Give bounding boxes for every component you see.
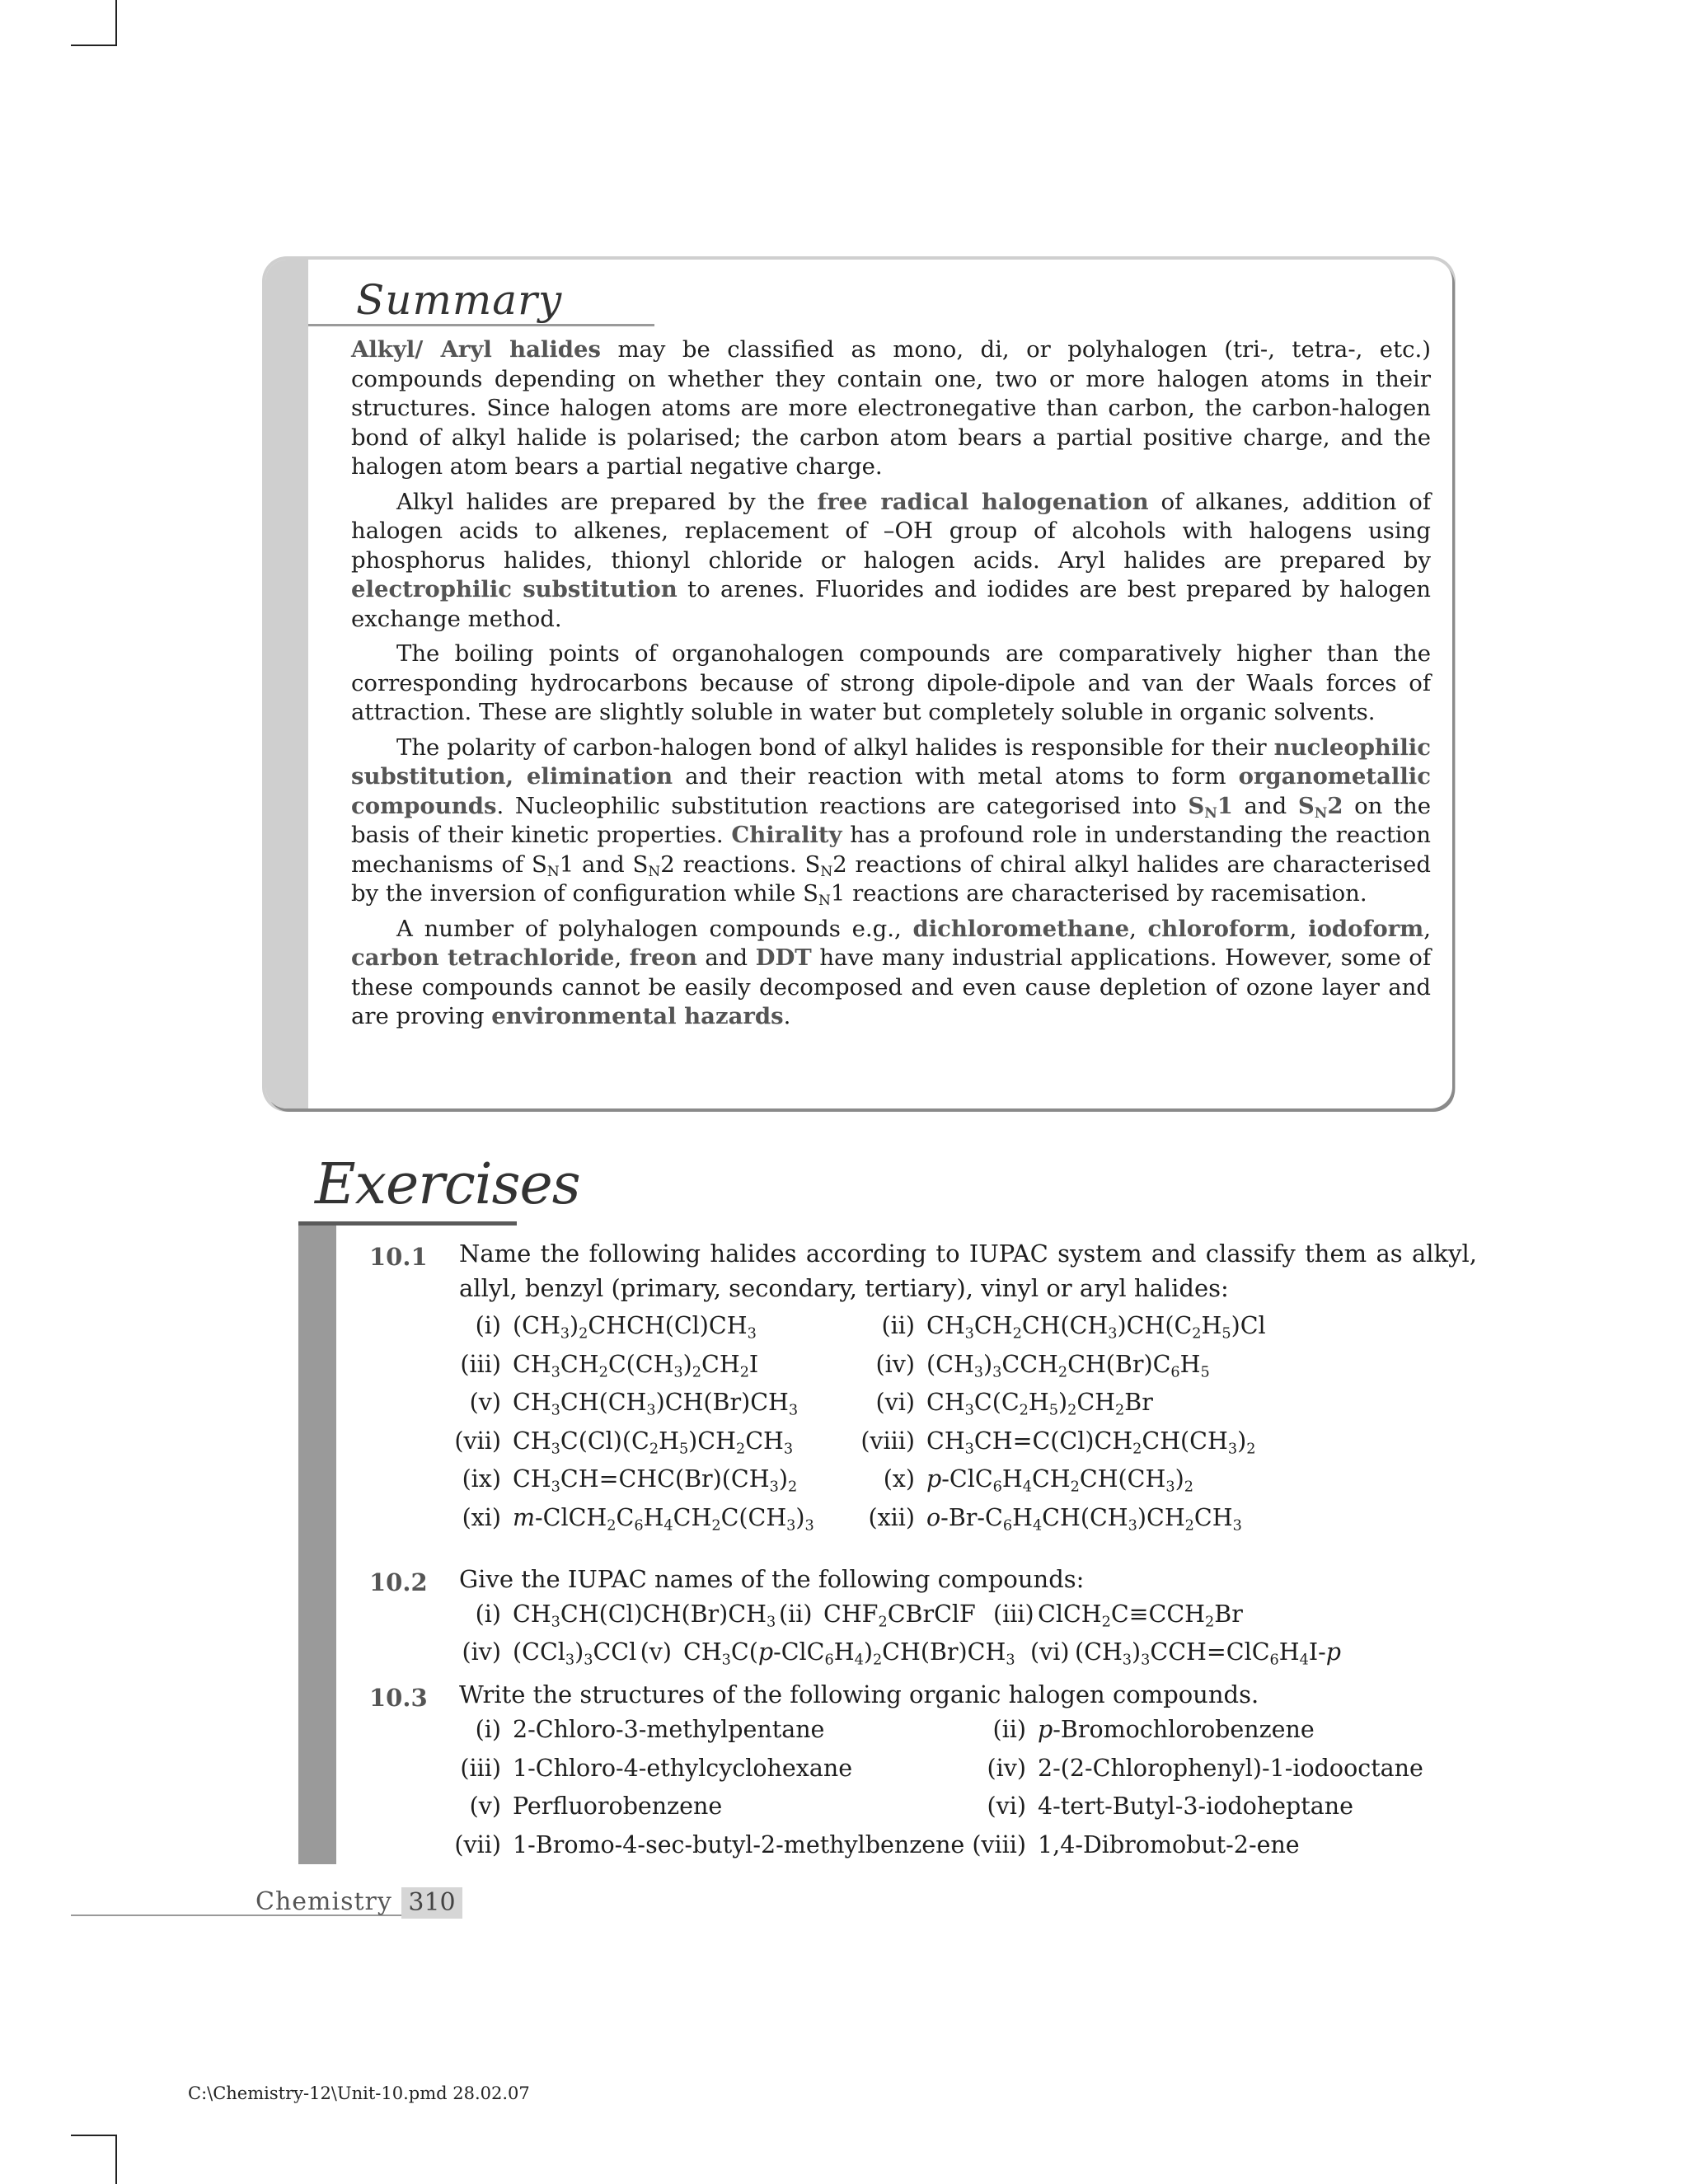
summary-paragraph-3: The boiling points of organohalogen compounds are comparatively higher than the corresponding hydrocarbons because of strong dipole-dipole and van der Waals forces of attraction. These are slightly soluble in water but completely soluble in organic solvents. <box>351 640 1431 725</box>
text: A number of polyhalogen compounds e.g., <box>396 915 913 942</box>
item-label: (ii) <box>992 1716 1026 1743</box>
exercise-item <box>1030 1638 1341 1669</box>
exercise-item <box>437 1755 852 1782</box>
summary-title-rule <box>308 324 654 326</box>
text: 1 and S <box>559 851 649 878</box>
exercise-item <box>437 1793 722 1820</box>
text: have many industrial applications. However, some of these compounds cannot be easily decomposed and even cause depletion of ozone layer and are proving <box>351 944 1432 1029</box>
exercise-item <box>845 1427 1255 1455</box>
term-chloroform: chloroform <box>1147 915 1290 942</box>
item-formula: Perfluorobenzene <box>513 1793 723 1820</box>
text: . Nucleophilic substitution reactions are categorised into <box>496 792 1189 819</box>
text: S <box>1188 792 1205 819</box>
item-formula: $CH_3CH=CHC(Br)(CH_3)_2$ <box>513 1465 798 1496</box>
item-label: (xii) <box>868 1503 915 1531</box>
item-label: (v) <box>640 1638 672 1666</box>
item-formula: $CH_3C(p-ClC_6H_4)_2CH(Br)CH_3$ <box>683 1638 1015 1669</box>
term-ddt: DDT <box>755 944 812 971</box>
text: and their reaction with metal atoms to form <box>673 763 1239 790</box>
term-iodoform: iodoform <box>1308 915 1424 942</box>
exercise-item <box>437 1351 758 1378</box>
item-label: (vi) <box>875 1389 915 1416</box>
subscript: N <box>546 863 560 880</box>
item-formula: $m-ClCH_2C_6H_4CH_2C(CH_3)_3$ <box>513 1503 814 1534</box>
crop-mark <box>71 45 117 46</box>
exercise-item <box>952 1716 1315 1743</box>
exercise-item <box>639 1638 1015 1669</box>
item-label: (iv) <box>987 1754 1026 1782</box>
item-label: (ix) <box>462 1465 501 1493</box>
item-formula: $p-ClC_6H_4CH_2CH(CH_3)_2$ <box>926 1465 1193 1496</box>
item-formula: 4-tert-Butyl-3-iodoheptane <box>1038 1793 1353 1820</box>
exercise-item <box>845 1351 1210 1378</box>
item-formula: 2-(2-Chlorophenyl)-1-iodooctane <box>1038 1754 1423 1782</box>
term-electrophilic-substitution: electrophilic substitution <box>351 576 678 602</box>
term-nucleophilic-substitution: nucleophilic substitution, elimination <box>351 733 1431 790</box>
item-label: (ii) <box>881 1312 915 1339</box>
item-label: (xi) <box>462 1503 501 1531</box>
term-organometallic-compounds: organometallic compounds <box>351 763 1431 819</box>
question-number: 10.3 <box>369 1684 428 1712</box>
question-text: Name the following halides according to IUPAC system and classify them as alkyl, allyl, benzyl (primary, secondary, tertiary), vinyl or aryl halides: <box>459 1240 1477 1302</box>
file-info: C:\Chemistry-12\Unit-10.pmd 28.02.07 <box>188 2083 530 2103</box>
summary-paragraph-4 <box>351 733 1431 909</box>
exercise-item <box>952 1793 1353 1820</box>
item-label: (i) <box>475 1312 501 1339</box>
term-sn2 <box>1297 792 1343 822</box>
text: S <box>1297 792 1315 819</box>
exercise-item <box>845 1312 1266 1343</box>
subscript: N <box>1314 804 1328 822</box>
summary-paragraph-2 <box>351 488 1431 635</box>
item-label: (vii) <box>454 1427 501 1455</box>
item-label: (v) <box>469 1389 501 1416</box>
item-label: (iii) <box>993 1601 1034 1628</box>
text: of alkanes, addition of halogen acids to alkenes, replacement of –OH group of alcohols with halogens using phosphorus halides, thionyl chloride or halogen acids. Aryl halides are prepared by <box>351 488 1432 574</box>
exercise-item <box>437 1831 964 1858</box>
exercise-item <box>437 1601 776 1631</box>
item-formula: $(CH_3)_2CHCH(Cl)CH_3$ <box>513 1312 757 1343</box>
exercise-item <box>952 1755 1423 1782</box>
term-free-radical-halogenation: free radical halogenation <box>817 488 1149 515</box>
text: and <box>1232 792 1298 819</box>
item-formula: 2-Chloro-3-methylpentane <box>513 1716 825 1743</box>
item-label: (x) <box>883 1465 915 1493</box>
footer-subject: Chemistry <box>256 1887 392 1916</box>
item-formula: $(CH_3)_3CCH=ClC_6H_4I-p$ <box>1075 1638 1341 1669</box>
item-label: (vii) <box>454 1830 501 1858</box>
summary-stripe <box>265 260 308 1108</box>
item-formula: $CH_3CH_2CH(CH_3)CH(C_2H_5)Cl$ <box>926 1312 1266 1343</box>
term-alkyl-aryl-halides: Alkyl/ Aryl halides <box>351 336 602 363</box>
exercises-title: Exercises <box>315 1152 580 1217</box>
item-label: (iii) <box>460 1754 501 1782</box>
exercise-item <box>779 1601 976 1631</box>
subscript: N <box>820 863 833 880</box>
crop-mark <box>115 2135 117 2184</box>
text: 1 reactions are characterised by racemisation. <box>830 880 1367 907</box>
exercise-item <box>993 1601 1243 1631</box>
item-formula: $CH_3CH(CH_3)CH(Br)CH_3$ <box>513 1389 799 1419</box>
item-formula: $(CCl_3)_3CCl$ <box>513 1638 637 1669</box>
item-label: (viii) <box>972 1830 1026 1858</box>
item-formula: $CH_3C(C_2H_5)_2CH_2Br$ <box>926 1389 1153 1419</box>
text: , <box>614 944 630 971</box>
question-number: 10.2 <box>369 1568 428 1596</box>
subscript: N <box>818 893 831 910</box>
item-label: (vi) <box>1030 1638 1070 1666</box>
text: may be classified as mono, di, or polyhalogen (tri-, tetra-, etc.) compounds depending on whether they contain one, two or more halogen atoms in their structures. Since halogen atoms are more electronegative than carbon, the carbon-halogen bond of alkyl halide is polarised; the carbon atom bears a partial positive charge, and the halogen atom bears a partial negative charge. <box>351 336 1431 480</box>
exercise-item <box>952 1831 1300 1858</box>
item-formula: $CH_3CH_2C(CH_3)_2CH_2I$ <box>513 1350 759 1380</box>
item-formula: $CH_3CH(Cl)CH(Br)CH_3$ <box>513 1601 776 1631</box>
summary-title: Summary <box>356 276 563 324</box>
item-formula: $CH_3CH=C(Cl)CH_2CH(CH_3)_2$ <box>926 1427 1256 1457</box>
summary-paragraph-5 <box>351 915 1431 1032</box>
question-number: 10.1 <box>369 1243 428 1271</box>
text: , <box>1289 915 1309 942</box>
item-label: (ii) <box>779 1601 813 1628</box>
exercise-item <box>845 1465 1193 1496</box>
summary-paragraph-1 <box>351 335 1431 482</box>
exercise-item <box>437 1427 793 1455</box>
text: on the basis of their kinetic properties. <box>351 792 1431 848</box>
item-formula: $ClCH_2C\equiv CCH_2Br$ <box>1038 1601 1243 1631</box>
exercise-item <box>437 1312 757 1343</box>
exercise-item <box>437 1638 637 1669</box>
exercise-item <box>437 1716 824 1743</box>
text: , <box>1423 915 1432 942</box>
text: 2 <box>1327 792 1343 819</box>
exercise-item <box>437 1389 799 1419</box>
item-label: (vi) <box>987 1793 1026 1820</box>
item-formula: $o-Br-C_6H_4CH(CH_3)CH_2CH_3$ <box>926 1503 1242 1534</box>
item-label: (iii) <box>460 1350 501 1378</box>
text: , <box>1129 915 1148 942</box>
exercise-item <box>845 1389 1153 1419</box>
text: Alkyl halides are prepared by the <box>396 488 818 515</box>
item-label: (iv) <box>875 1350 915 1378</box>
text: The polarity of carbon-halogen bond of alkyl halides is responsible for their <box>396 733 1274 761</box>
text: 2 reactions of chiral alkyl halides are characterised by the inversion of configuration while S <box>351 851 1431 907</box>
exercise-item <box>437 1503 814 1534</box>
summary-body <box>351 335 1431 1038</box>
term-sn1 <box>1188 792 1233 822</box>
text: . <box>783 1003 791 1029</box>
subscript: N <box>648 863 661 880</box>
item-formula: $(CH_3)_3CCH_2CH(Br)C_6H_5$ <box>926 1350 1210 1380</box>
exercises-side-bar <box>298 1226 336 1864</box>
summary-box <box>265 260 1452 1108</box>
item-label: (v) <box>469 1793 501 1820</box>
item-formula: $CH_3C(Cl)(C_2H_5)CH_2CH_3$ <box>513 1427 794 1457</box>
text: 1 <box>1217 792 1233 819</box>
text: 2 reactions. S <box>660 851 821 878</box>
item-formula: p-Bromochlorobenzene <box>1038 1716 1315 1743</box>
item-label: (i) <box>475 1716 501 1743</box>
crop-mark <box>115 0 117 46</box>
term-chirality: Chirality <box>731 822 842 848</box>
item-label: (i) <box>475 1601 501 1628</box>
text: to arenes. Fluorides and iodides are best prepared by halogen exchange method. <box>351 576 1431 632</box>
item-formula: 1-Chloro-4-ethylcyclohexane <box>513 1754 853 1782</box>
item-formula: 1-Bromo-4-sec-butyl-2-methylbenzene <box>513 1830 965 1858</box>
term-environmental-hazards: environmental hazards <box>491 1003 784 1029</box>
item-label: (viii) <box>860 1427 915 1455</box>
crop-mark <box>71 2135 117 2136</box>
term-dichloromethane: dichloromethane <box>912 915 1130 942</box>
text: has a profound role in understanding the reaction mechanisms of S <box>351 822 1431 878</box>
question-text: Give the IUPAC names of the following compounds: <box>459 1565 1085 1593</box>
item-formula: $CHF_2CBrClF$ <box>823 1601 976 1631</box>
subscript: N <box>1204 804 1217 822</box>
item-label: (iv) <box>462 1638 501 1666</box>
term-carbon-tetrachloride: carbon tetrachloride <box>351 944 615 971</box>
term-freon: freon <box>629 944 697 971</box>
exercise-item <box>437 1465 798 1496</box>
question-text: Write the structures of the following organic halogen compounds. <box>459 1680 1259 1708</box>
item-formula: 1,4-Dibromobut-2-ene <box>1038 1830 1300 1858</box>
exercise-item <box>845 1503 1242 1534</box>
text: and <box>696 944 756 971</box>
page-number: 310 <box>401 1887 462 1919</box>
